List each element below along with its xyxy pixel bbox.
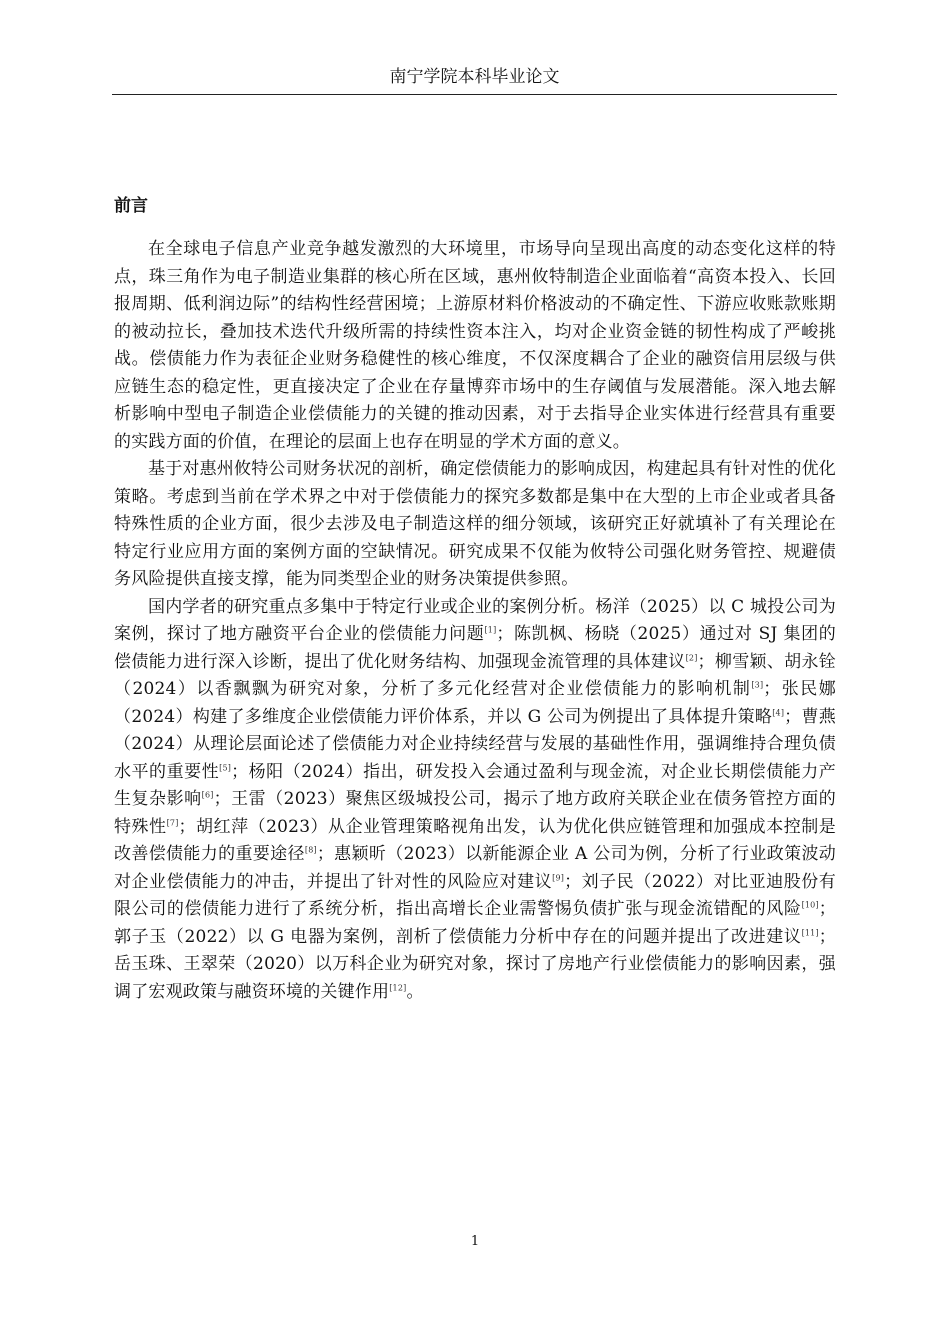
paragraph-text: ；王雷（2023）聚焦区级城投公司，揭示了地方政府关联企业在债务管控方面的特殊性: [114, 789, 837, 837]
paragraph-text: ；柳雪颖、胡永铨（2024）以香飘飘为研究对象，分析了多元化经营对企业偿债能力的影响机制: [114, 651, 836, 699]
page-number: 1: [470, 1234, 480, 1249]
paragraph-text: ；胡红萍（2023）从企业管理策略视角出发，认为优化供应链管理和加强成本控制是改善偿债能力的重要途径: [114, 816, 836, 864]
paragraph: [114, 594, 836, 1007]
paragraph-text: ；张民娜（2024）构建了多维度企业偿债能力评价体系，并以 G 公司为例提出了具体提升策略: [114, 679, 836, 727]
section-title: 前言: [114, 196, 148, 216]
citation-marker: [8]: [304, 845, 317, 855]
paragraph-text: ；曹燕（2024）从理论层面论述了偿债能力对企业持续经营与发展的基础性作用，强调维持合理负债水平的重要性: [114, 706, 836, 782]
paragraph: [114, 236, 836, 456]
citation-marker: [7]: [166, 817, 179, 827]
citation-marker: [2]: [685, 652, 698, 662]
body-text: [114, 236, 836, 1006]
citation-marker: [4]: [772, 707, 785, 717]
paragraph-text: ；杨阳（2024）指出，研发投入会通过盈利与现金流，对企业长期偿债能力产生复杂影响: [114, 761, 836, 809]
paragraph-text: ；刘子民（2022）对比亚迪股份有限公司的偿债能力进行了系统分析，指出高增长企业需警惕负债扩张与现金流错配的风险: [114, 871, 836, 919]
citation-marker: [12]: [389, 982, 407, 992]
citation-marker: [11]: [801, 927, 819, 937]
paragraph-text: ；惠颖昕（2023）以新能源企业 A 公司为例，分析了行业政策波动对企业偿债能力的冲击，并提出了针对性的风险应对建议: [114, 844, 836, 892]
citation-marker: [1]: [484, 625, 497, 635]
paragraph: [114, 456, 836, 594]
header-rule: [112, 94, 837, 95]
paragraph-text: ；岳玉珠、王翠荣（2020）以万科企业为研究对象，探讨了房地产行业偿债能力的影响因素，强调了宏观政策与融资环境的关键作用: [114, 926, 836, 1002]
paragraph-text: 国内学者的研究重点多集中于特定行业或企业的案例分析。杨洋（2025）以 C 城投公司为案例，探讨了地方融资平台企业的偿债能力问题: [114, 596, 836, 644]
paragraph-text: ；郭子玉（2022）以 G 电器为案例，剖析了偿债能力分析中存在的问题并提出了改进建议: [114, 899, 836, 947]
paragraph-text: 。: [406, 981, 424, 1002]
paragraph-text: ；陈凯枫、杨晓（2025）通过对 SJ 集团的偿债能力进行深入诊断，提出了优化财务结构、加强现金流管理的具体建议: [114, 624, 837, 672]
paragraph-text: 基于对惠州攸特公司财务状况的剖析，确定偿债能力的影响成因，构建起具有针对性的优化策略。考虑到当前在学术界之中对于偿债能力的探究多数都是集中在大型的上市企业或者具备特殊性质的企业方面，很少去涉及电子制造这样的细分领域，该研究正好就填补了有关理论在特定行业应用方面的案例方面的空缺情况。研究成果不仅能为攸特公司强化财务管控、规避债务风险提供直接支撑，能为同类型企业的财务决策提供参照。: [114, 459, 836, 589]
paragraph-text: 在全球电子信息产业竞争越发激烈的大环境里，市场导向呈现出高度的动态变化这样的特点，珠三角作为电子制造业集群的核心所在区域，惠州攸特制造企业面临着“高资本投入、长回报周期、低利润边际”的结构性经营困境；上游原材料价格波动的不确定性、下游应收账款账期的被动拉长，叠加技术迭代升级所需的持续性资本注入，均对企业资金链的韧性构成了严峻挑战。偿债能力作为表征企业财务稳健性的核心维度，不仅深度耦合了企业的融资信用层级与供应链生态的稳定性，更直接决定了企业在存量博弈市场中的生存阈值与发展潜能。深入地去解析影响中型电子制造企业偿债能力的关键的推动因素，对于去指导企业实体进行经营具有重要的实践方面的价值，在理论的层面上也存在明显的学术方面的意义。: [114, 239, 836, 452]
citation-marker: [5]: [219, 762, 232, 772]
citation-marker: [10]: [801, 900, 819, 910]
page-header: 南宁学院本科毕业论文: [389, 67, 560, 87]
citation-marker: [3]: [751, 680, 764, 690]
citation-marker: [6]: [201, 790, 214, 800]
citation-marker: [9]: [552, 872, 565, 882]
